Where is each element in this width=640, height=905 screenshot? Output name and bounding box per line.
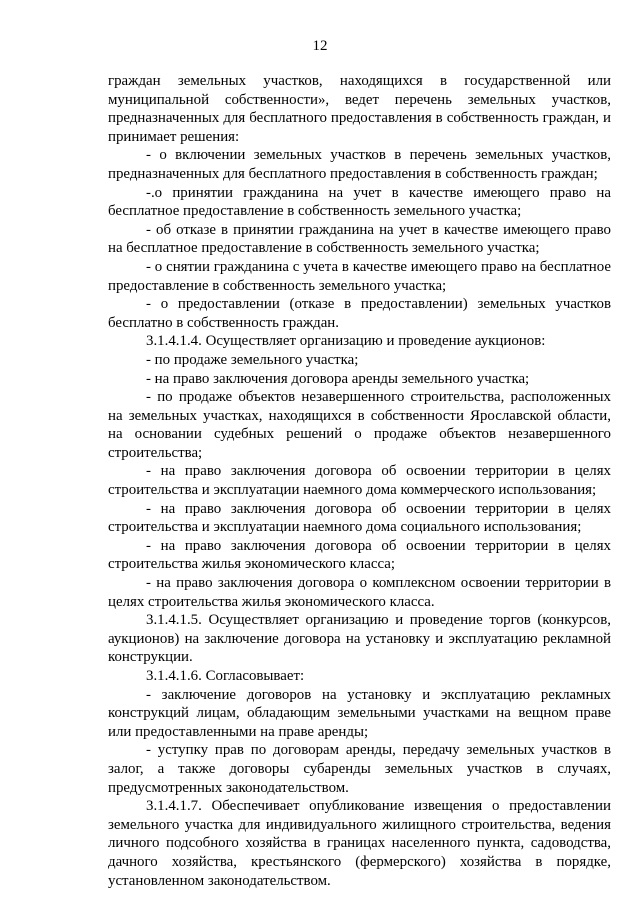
list-item: - на право заключения договора о комплексном освоении территории в целях строительства жилья экономического класса. xyxy=(108,575,611,610)
list-item: - заключение договоров на установку и эксплуатацию рекламных конструкций лицам, обладающим земельными участками на вещном праве или предоставленными на праве аренды; xyxy=(108,686,611,740)
list-item: - уступку прав по договорам аренды, передачу земельных участков в залог, а также договоры субаренды земельных участков в случаях, предусмотренных законодательством. xyxy=(108,742,611,796)
paragraph: граждан земельных участков, находящихся в государственной или муниципальной собственности», ведет перечень земельных участков, предназначенных для бесплатного предоставления в собственность граждан, и принимает решения: xyxy=(108,73,611,145)
list-item: -.о принятии гражданина на учет в качестве имеющего право на бесплатное предоставление в собственность земельного участка; xyxy=(108,184,611,220)
section-paragraph: 3.1.4.1.6. Согласовывает: xyxy=(146,668,305,684)
list-item: - по продаже объектов незавершенного строительства, расположенных на земельных участках, находящихся в собственности Ярославской области, на основании судебных решений о продаже объектов незавершенного строительства; xyxy=(108,389,611,461)
list-item: - на право заключения договора аренды земельного участка; xyxy=(146,370,530,387)
section-paragraph: 3.1.4.1.4. Осуществляет организацию и проведение аукционов: xyxy=(146,333,546,350)
list-item: - на право заключения договора об освоении территории в целях строительства и эксплуатации наемного дома социального использования; xyxy=(108,500,611,536)
list-item: - на право заключения договора об освоении территории в целях строительства и эксплуатации наемного дома коммерческого использования; xyxy=(108,463,611,499)
document-body xyxy=(108,72,611,890)
list-item: - о снятии гражданина с учета в качестве имеющего право на бесплатное предоставление в собственность земельного участка; xyxy=(108,258,611,294)
list-item: - об отказе в принятии гражданина на учет в качестве имеющего право на бесплатное предоставление в собственность земельного участка; xyxy=(108,221,611,257)
page-number: 12 xyxy=(312,38,328,54)
list-item: - о включении земельных участков в перечень земельных участков, предназначенных для бесплатного предоставления в собственность граждан; xyxy=(108,147,611,182)
list-item: - на право заключения договора об освоении территории в целях строительства жилья экономического класса; xyxy=(108,537,611,573)
list-item: - о предоставлении (отказе в предоставлении) земельных участков бесплатно в собственность граждан. xyxy=(108,296,611,331)
section-paragraph: 3.1.4.1.5. Осуществляет организацию и проведение торгов (конкурсов, аукционов) на заключение договора на установку и эксплуатацию рекламной конструкции. xyxy=(108,612,611,666)
list-item: - по продаже земельного участка; xyxy=(146,351,359,368)
section-paragraph: 3.1.4.1.7. Обеспечивает опубликование извещения о предоставлении земельного участка для индивидуального жилищного строительства, ведения личного подсобного хозяйства в границах населенного пункта, садоводства, дачного хозяйства, крестьянского (фермерского) хозяйства в порядке, установленном законодательством. xyxy=(108,798,611,889)
